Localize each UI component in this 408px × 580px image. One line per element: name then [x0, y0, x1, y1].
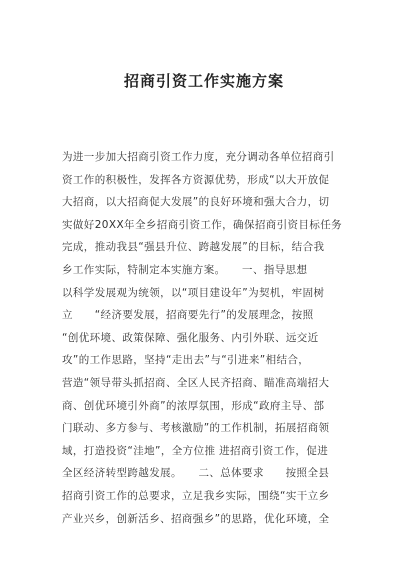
- body-line: 为进一步加大招商引资工作力度，充分调动各单位招商引: [62, 151, 335, 163]
- document-title: 招商引资工作实施方案: [123, 72, 284, 90]
- body-line: 营造“领导带头抓招商、全区人民齐招商、瞄准高端招大: [62, 376, 330, 389]
- body-line: “创优环境、政策保障、强化服务、内引外联、远交近: [62, 331, 319, 344]
- body-line: 资工作的积极性，发挥各方资源优势，形成“以大开放促: [62, 173, 330, 186]
- body-line: 大招商，以大招商促大发展”的良好环境和强大合力，切: [62, 196, 330, 209]
- body-line: 招商引资工作的总要求，立足我乡实际，围绕“实干立乡: [62, 489, 330, 502]
- body-line: 立 “经济要发展，招商要先行”的发展理念，按照: [62, 309, 314, 322]
- body-line: 域，打造投资“洼地”，全方位推 进招商引资工作，促进: [62, 444, 329, 457]
- body-line: 实做好20XX年全乡招商引资工作，确保招商引资目标任务: [62, 218, 343, 231]
- body-line: 乡工作实际，特制定本实施方案。 一、指导思想: [62, 263, 308, 276]
- document-body: [62, 146, 352, 530]
- body-line: 全区经济转型跨越发展。 二、总体要求 按照全县: [62, 467, 330, 480]
- body-line: 攻”的工作思路，坚持“走出去”与“引进来”相结合，: [62, 354, 310, 367]
- body-line: 以科学发展观为统领，以“项目建设年”为契机，牢固树: [62, 286, 325, 299]
- body-line: 产业兴乡，创新活乡、招商强乡”的思路，优化环境，全: [62, 512, 330, 525]
- body-line: 商、创优环境引外商”的浓厚氛围，形成“政府主导、部: [62, 399, 325, 412]
- body-line: 完成，推动我县“强县升位、跨越发展”的目标，结合我: [62, 241, 325, 254]
- body-line: 门联动、多方参与、考核激励”的工作机制，拓展招商领: [62, 422, 330, 435]
